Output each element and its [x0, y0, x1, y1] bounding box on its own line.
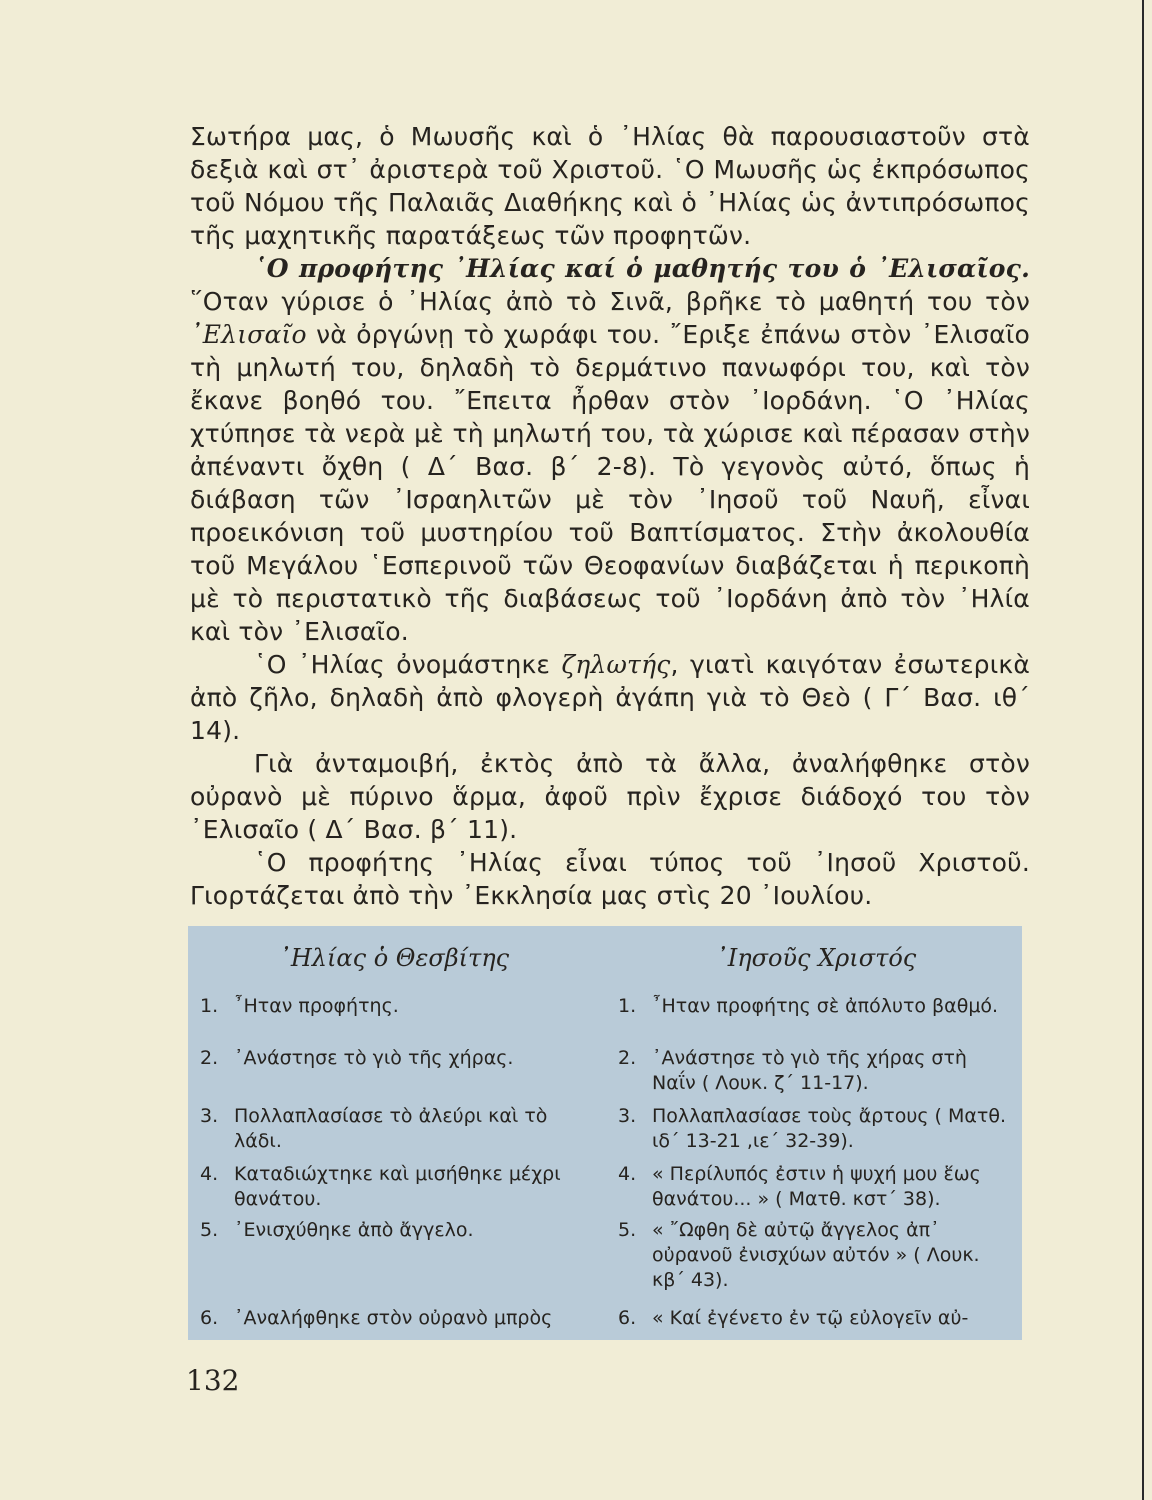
left-item: 1. ῏Ηταν προφήτης.	[200, 995, 399, 1017]
comparison-box	[188, 926, 1022, 1340]
page-number: 132	[186, 1364, 240, 1397]
left-item: 4. Καταδιώχτηκε καὶ μισήθηκε μέχρι θανάτου.	[200, 1163, 561, 1210]
left-item: 2. ᾿Ανάστησε τὸ γιὸ τῆς χήρας.	[200, 1047, 514, 1069]
italic-name: ᾿Ελισαῖο	[190, 320, 307, 349]
comparison-left-column	[200, 926, 588, 1329]
right-item: 5. « ῎Ωφθη δὲ αὐτῷ ἄγγελος ἀπ᾿ οὐρανοῦ ἐνισχύων αὐτόν » ( Λουκ. κβ΄ 43).	[618, 1219, 980, 1291]
right-item: 1. ῏Ηταν προφήτης σὲ ἀπόλυτο βαθμό.	[618, 995, 999, 1017]
paragraph-2-text-a: ῞Οταν γύρισε ὁ ᾿Ηλίας ἀπὸ τὸ Σινᾶ, βρῆκε τὸ μαθητή του τὸν	[190, 287, 1030, 316]
left-item: 3. Πολλαπλασίασε τὸ ἀλεύρι καὶ τὸ λάδι.	[200, 1105, 548, 1152]
paragraph-1: Σωτήρα μας, ὁ Μωυσῆς καὶ ὁ ᾿Ηλίας θὰ παρουσιαστοῦν στὰ δεξιὰ καὶ στ᾿ ἀριστερὰ τοῦ Χριστοῦ. ῾Ο Μωυσῆς ὡς ἐκπρόσωπος τοῦ Νόμου τῆς Παλαιᾶς Διαθήκης καὶ ὁ ᾿Ηλίας ὡς ἀντιπρόσωπος τῆς μαχητικῆς παρατάξεως τῶν προφητῶν.	[190, 122, 1030, 250]
right-item: 4. « Περίλυπός ἐστιν ἡ ψυχή μου ἕως θανάτου... » ( Ματθ. κστ΄ 38).	[618, 1163, 981, 1210]
page-edge-line	[1142, 0, 1144, 1500]
left-item: 5. ᾿Ενισχύθηκε ἀπὸ ἄγγελο.	[200, 1219, 474, 1241]
right-item: 2. ᾿Ανάστησε τὸ γιὸ τῆς χήρας στὴ Ναΐν ( Λουκ. ζ΄ 11-17).	[618, 1047, 967, 1094]
paragraph-2	[190, 252, 1030, 648]
paragraph-4: Γιὰ ἀνταμοιβή, ἐκτὸς ἀπὸ τὰ ἄλλα, ἀναλήφθηκε στὸν οὐρανὸ μὲ πύρινο ἅρμα, ἀφοῦ πρὶν ἔχρισε διάδοχό του τὸν ᾿Ελισαῖο ( Δ΄ Βασ. β΄ 11).	[190, 749, 1030, 844]
italic-word: ζηλωτής	[561, 650, 671, 679]
right-item: 6. « Καί ἐγένετο ἐν τῷ εὐλογεῖν αὐ-	[618, 1307, 969, 1329]
section-heading: ῾Ο προφήτης ᾿Ηλίας καί ὁ μαθητής του ὁ ᾿Ελισαῖος.	[254, 254, 1030, 283]
paragraph-5: ῾Ο προφήτης ᾿Ηλίας εἶναι τύπος τοῦ ᾿Ιησοῦ Χριστοῦ. Γιορτάζεται ἀπὸ τὴν ᾿Εκκλησία μας στὶς 20 ᾿Ιουλίου.	[190, 848, 1030, 910]
paragraph-3-text-a: ῾Ο ᾿Ηλίας ὀνομάστηκε	[254, 650, 562, 679]
left-column-title: ᾿Ηλίας ὁ Θεσβίτης	[278, 944, 510, 972]
right-column-title: ᾿Ιησοῦς Χριστός	[715, 944, 917, 972]
right-item: 3. Πολλαπλασίασε τοὺς ἄρτους ( Ματθ. ιδ΄ 13-21 ,ιε΄ 32-39).	[618, 1105, 1007, 1152]
text-body	[190, 120, 1030, 912]
comparison-right-column	[618, 926, 1014, 1329]
paragraph-3	[190, 648, 1030, 747]
paragraph-2-text-b: νὰ ὀργώνῃ τὸ χωράφι του. ῎Εριξε ἐπάνω στὸν ᾿Ελισαῖο τὴ μηλωτή του, δηλαδὴ τὸ δερμάτινο πανωφόρι του, καὶ τὸν ἔκανε βοηθό του. ῎Επειτα ἦρθαν στὸν ᾿Ιορδάνη. ῾Ο ᾿Ηλίας χτύπησε τὰ νερὰ μὲ τὴ μηλωτή του, τὰ χώρισε καὶ πέρασαν στὴν ἀπέναντι ὄχθη ( Δ΄ Βασ. β΄ 2-8). Τὸ γεγονὸς αὐτό, ὅπως ἡ διάβαση τῶν ᾿Ισραηλιτῶν μὲ τὸν ᾿Ιησοῦ τοῦ Ναυῆ, εἶναι προεικόνιση τοῦ μυστηρίου τοῦ Βαπτίσματος. Στὴν ἀκολουθία τοῦ Μεγάλου ῾Εσπερινοῦ τῶν Θεοφανίων διαβάζεται ἡ περικοπὴ μὲ τὸ περιστατικὸ τῆς διαβάσεως τοῦ ᾿Ιορδάνη ἀπὸ τὸν ᾿Ηλία καὶ τὸν ᾿Ελισαῖο.	[190, 320, 1030, 646]
paragraph-3-text-b: , γιατὶ καιγόταν ἐσωτερικὰ ἀπὸ ζῆλο, δηλαδὴ ἀπὸ φλογερὴ ἀγάπη γιὰ τὸ Θεὸ ( Γ΄ Βασ. ιθ΄ 14).	[190, 650, 1030, 745]
left-item: 6. ᾿Αναλήφθηκε στὸν οὐρανὸ μπρὸς	[200, 1307, 553, 1329]
